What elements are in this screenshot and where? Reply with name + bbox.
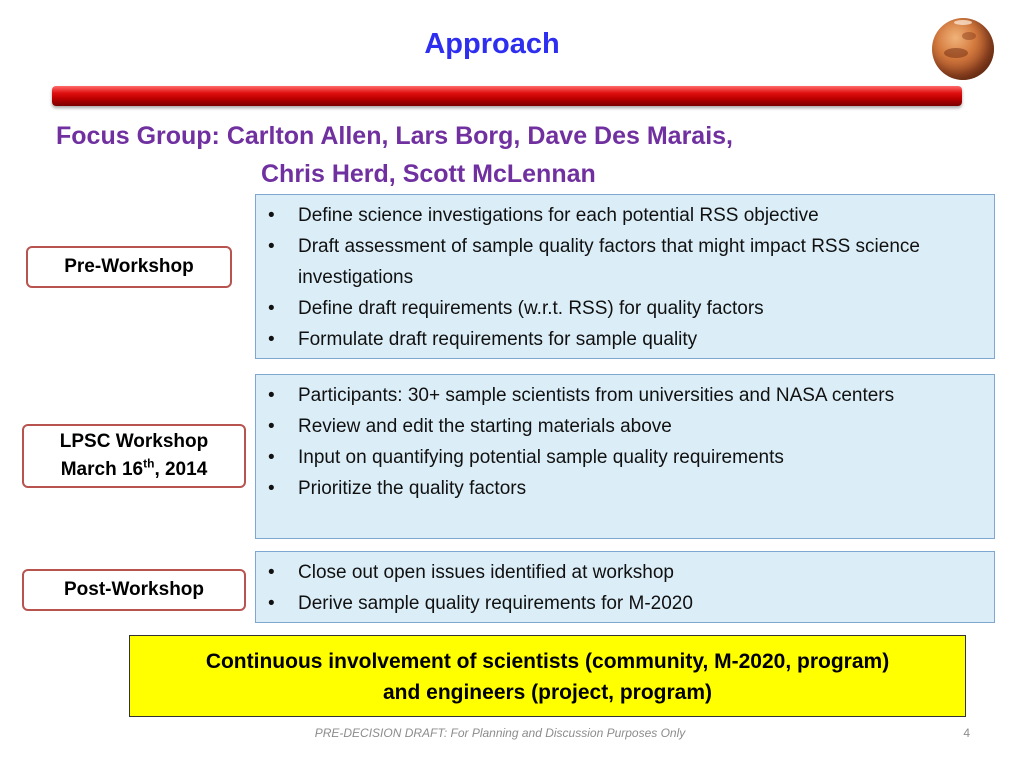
callout-line-2: and engineers (project, program) [382,681,713,704]
phase-label-text: Pre-Workshop [64,256,194,277]
title-divider-bar [52,86,962,106]
phase-label-post-workshop [22,569,246,611]
footer-disclaimer: PRE-DECISION DRAFT: For Planning and Discussion Purposes Only [314,726,686,740]
list-item: • Participants: 30+ sample scientists from universities and NASA centers [298,380,984,411]
list-item: • Close out open issues identified at workshop [298,557,984,588]
pre-workshop-box [255,194,995,359]
list-item: • Formulate draft requirements for sample quality [298,324,984,355]
phase-label-line-1: LPSC Workshop [59,431,209,452]
phase-label-date-sup: th [143,456,155,471]
list-item: • Input on quantifying potential sample quality requirements [298,442,984,473]
post-workshop-list [256,552,994,619]
list-item: • Draft assessment of sample quality factors that might impact RSS science investigations [298,231,984,293]
continuous-involvement-callout [129,635,966,717]
pre-workshop-list [256,195,994,355]
mars-planet-icon [932,18,994,80]
lpsc-workshop-box [255,374,995,539]
surface-marking [962,32,976,40]
list-item: • Define draft requirements (w.r.t. RSS) for quality factors [298,293,984,324]
slide-title: Approach [424,28,560,60]
phase-label-lpsc-workshop [22,424,246,488]
list-item: • Review and edit the starting materials above [298,411,984,442]
list-item: • Define science investigations for each potential RSS objective [298,200,984,231]
focus-group-line-1: Focus Group: Carlton Allen, Lars Borg, Dave Des Marais, [56,122,734,150]
polar-cap [954,20,972,25]
phase-label-pre-workshop [26,246,232,288]
page-number: 4 [963,726,970,740]
surface-marking [944,48,968,58]
callout-line-1: Continuous involvement of scientists (community, M-2020, program) [205,650,890,673]
lpsc-workshop-list [256,375,994,504]
phase-label-text: Post-Workshop [63,579,205,600]
phase-label-date-pre: March 16 [60,459,144,480]
phase-label-line-2 [24,456,244,484]
post-workshop-box [255,551,995,623]
list-item: • Prioritize the quality factors [298,473,984,504]
phase-label-date-post: , 2014 [154,459,208,480]
focus-group-line-2: Chris Herd, Scott McLennan [261,160,596,188]
list-item: • Derive sample quality requirements for M-2020 [298,588,984,619]
